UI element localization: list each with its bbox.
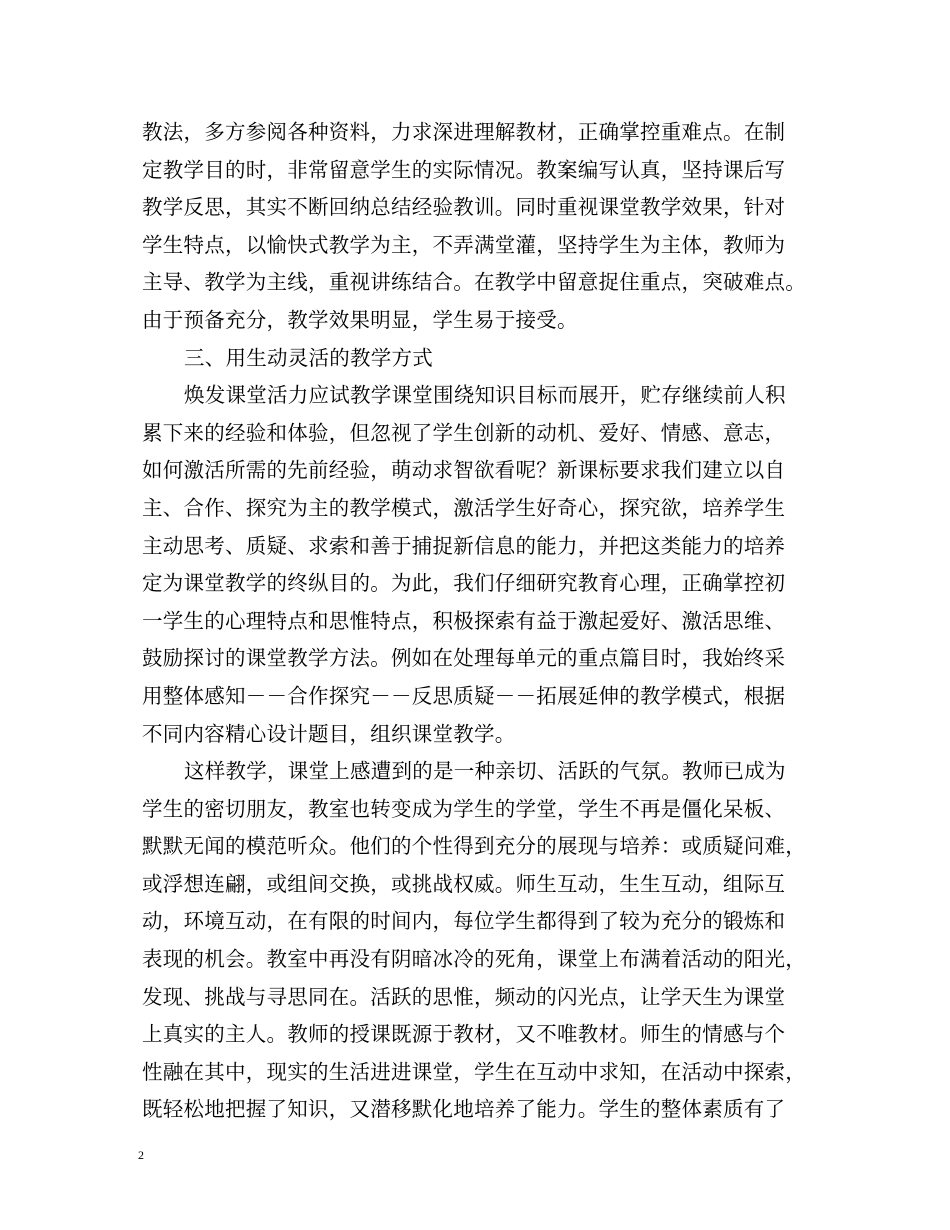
text-line: 鼓励探讨的课堂教学方法。例如在处理每单元的重点篇目时，我始终采: [142, 646, 786, 671]
text-line: 主动思考、质疑、求索和善于捕捉新信息的能力，并把这类能力的培养: [142, 533, 786, 558]
section-heading-3: [142, 340, 842, 378]
text-line: 默默无闻的模范听众。他们的个性得到充分的展现与培养：或质疑问难，: [142, 834, 806, 859]
text-line: 或浮想连翩，或组间交换，或挑战权威。师生互动，生生互动，组际互: [142, 871, 786, 896]
text-line: 焕发课堂活力应试教学课堂围绕知识目标而展开，贮存继续前人积: [184, 383, 786, 408]
text-line: 定教学目的时，非常留意学生的实际情况。教案编写认真，坚持课后写: [142, 157, 786, 182]
text-line: 如何激活所需的先前经验，萌动求智欲看呢？新课标要求我们建立以自: [142, 458, 786, 483]
text-line: 教学反思，其实不断回纳总结经验教训。同时重视课堂教学效果，针对: [142, 195, 786, 220]
text-line: 由于预备充分，教学效果明显，学生易于接受。: [142, 307, 578, 332]
text-line: 表现的机会。教室中再没有阴暗冰冷的死角，课堂上布满着活动的阳光，: [142, 947, 806, 972]
text-line: 教法，多方参阅各种资料，力求深进理解教材，正确掌控重难点。在制: [142, 120, 786, 144]
page-number: 2: [138, 1148, 144, 1162]
text-line: 用整体感知－－合作探究－－反思质疑－－拓展延伸的教学模式，根据: [142, 683, 786, 708]
text-line: 性融在其中，现实的生活进进课堂，学生在互动中求知，在活动中探索，: [142, 1059, 806, 1084]
text-line: 主导、教学为主线，重视讲练结合。在教学中留意捉住重点，突破难点。: [142, 270, 806, 295]
text-line: 累下来的经验和体验，但忽视了学生创新的动机、爱好、情感、意志，: [142, 420, 786, 445]
text-line: 一学生的心理特点和思惟特点，积极探索有益于激起爱好、激活思维、: [142, 608, 786, 633]
text-line: 动，环境互动，在有限的时间内，每位学生都得到了较为充分的锻炼和: [142, 909, 786, 934]
text-line: 学生特点，以愉快式教学为主，不弄满堂灌，坚持学生为主体，教师为: [142, 232, 786, 257]
text-line: 发现、挑战与寻思同在。活跃的思惟，频动的闪光点，让学天生为课堂: [142, 984, 786, 1009]
text-line: 三、用生动灵活的教学方式: [184, 345, 433, 370]
text-line: 定为课堂教学的终纵目的。为此，我们仔细研究教育心理，正确掌控初: [142, 571, 786, 596]
text-line: 不同内容精心设计题目，组织课堂教学。: [142, 721, 516, 746]
text-line: 学生的密切朋友，教室也转变成为学生的学堂，学生不再是僵化呆板、: [142, 796, 786, 821]
text-line: 主、合作、探究为主的教学模式，激活学生好奇心，探究欲，培养学生: [142, 495, 786, 520]
paragraph-classroom-vitality: [142, 377, 842, 753]
body-text: [142, 114, 842, 1129]
text-line: 这样教学，课堂上感遭到的是一种亲切、活跃的气氛。教师已成为: [184, 759, 786, 784]
text-line: 既轻松地把握了知识，又潜移默化地培养了能力。学生的整体素质有了: [142, 1097, 786, 1122]
paragraph-classroom-atmosphere: [142, 753, 842, 1129]
text-line: 上真实的主人。教师的授课既源于教材，又不唯教材。师生的情感与个: [142, 1022, 786, 1047]
paragraph-teaching-methods: [142, 114, 842, 340]
